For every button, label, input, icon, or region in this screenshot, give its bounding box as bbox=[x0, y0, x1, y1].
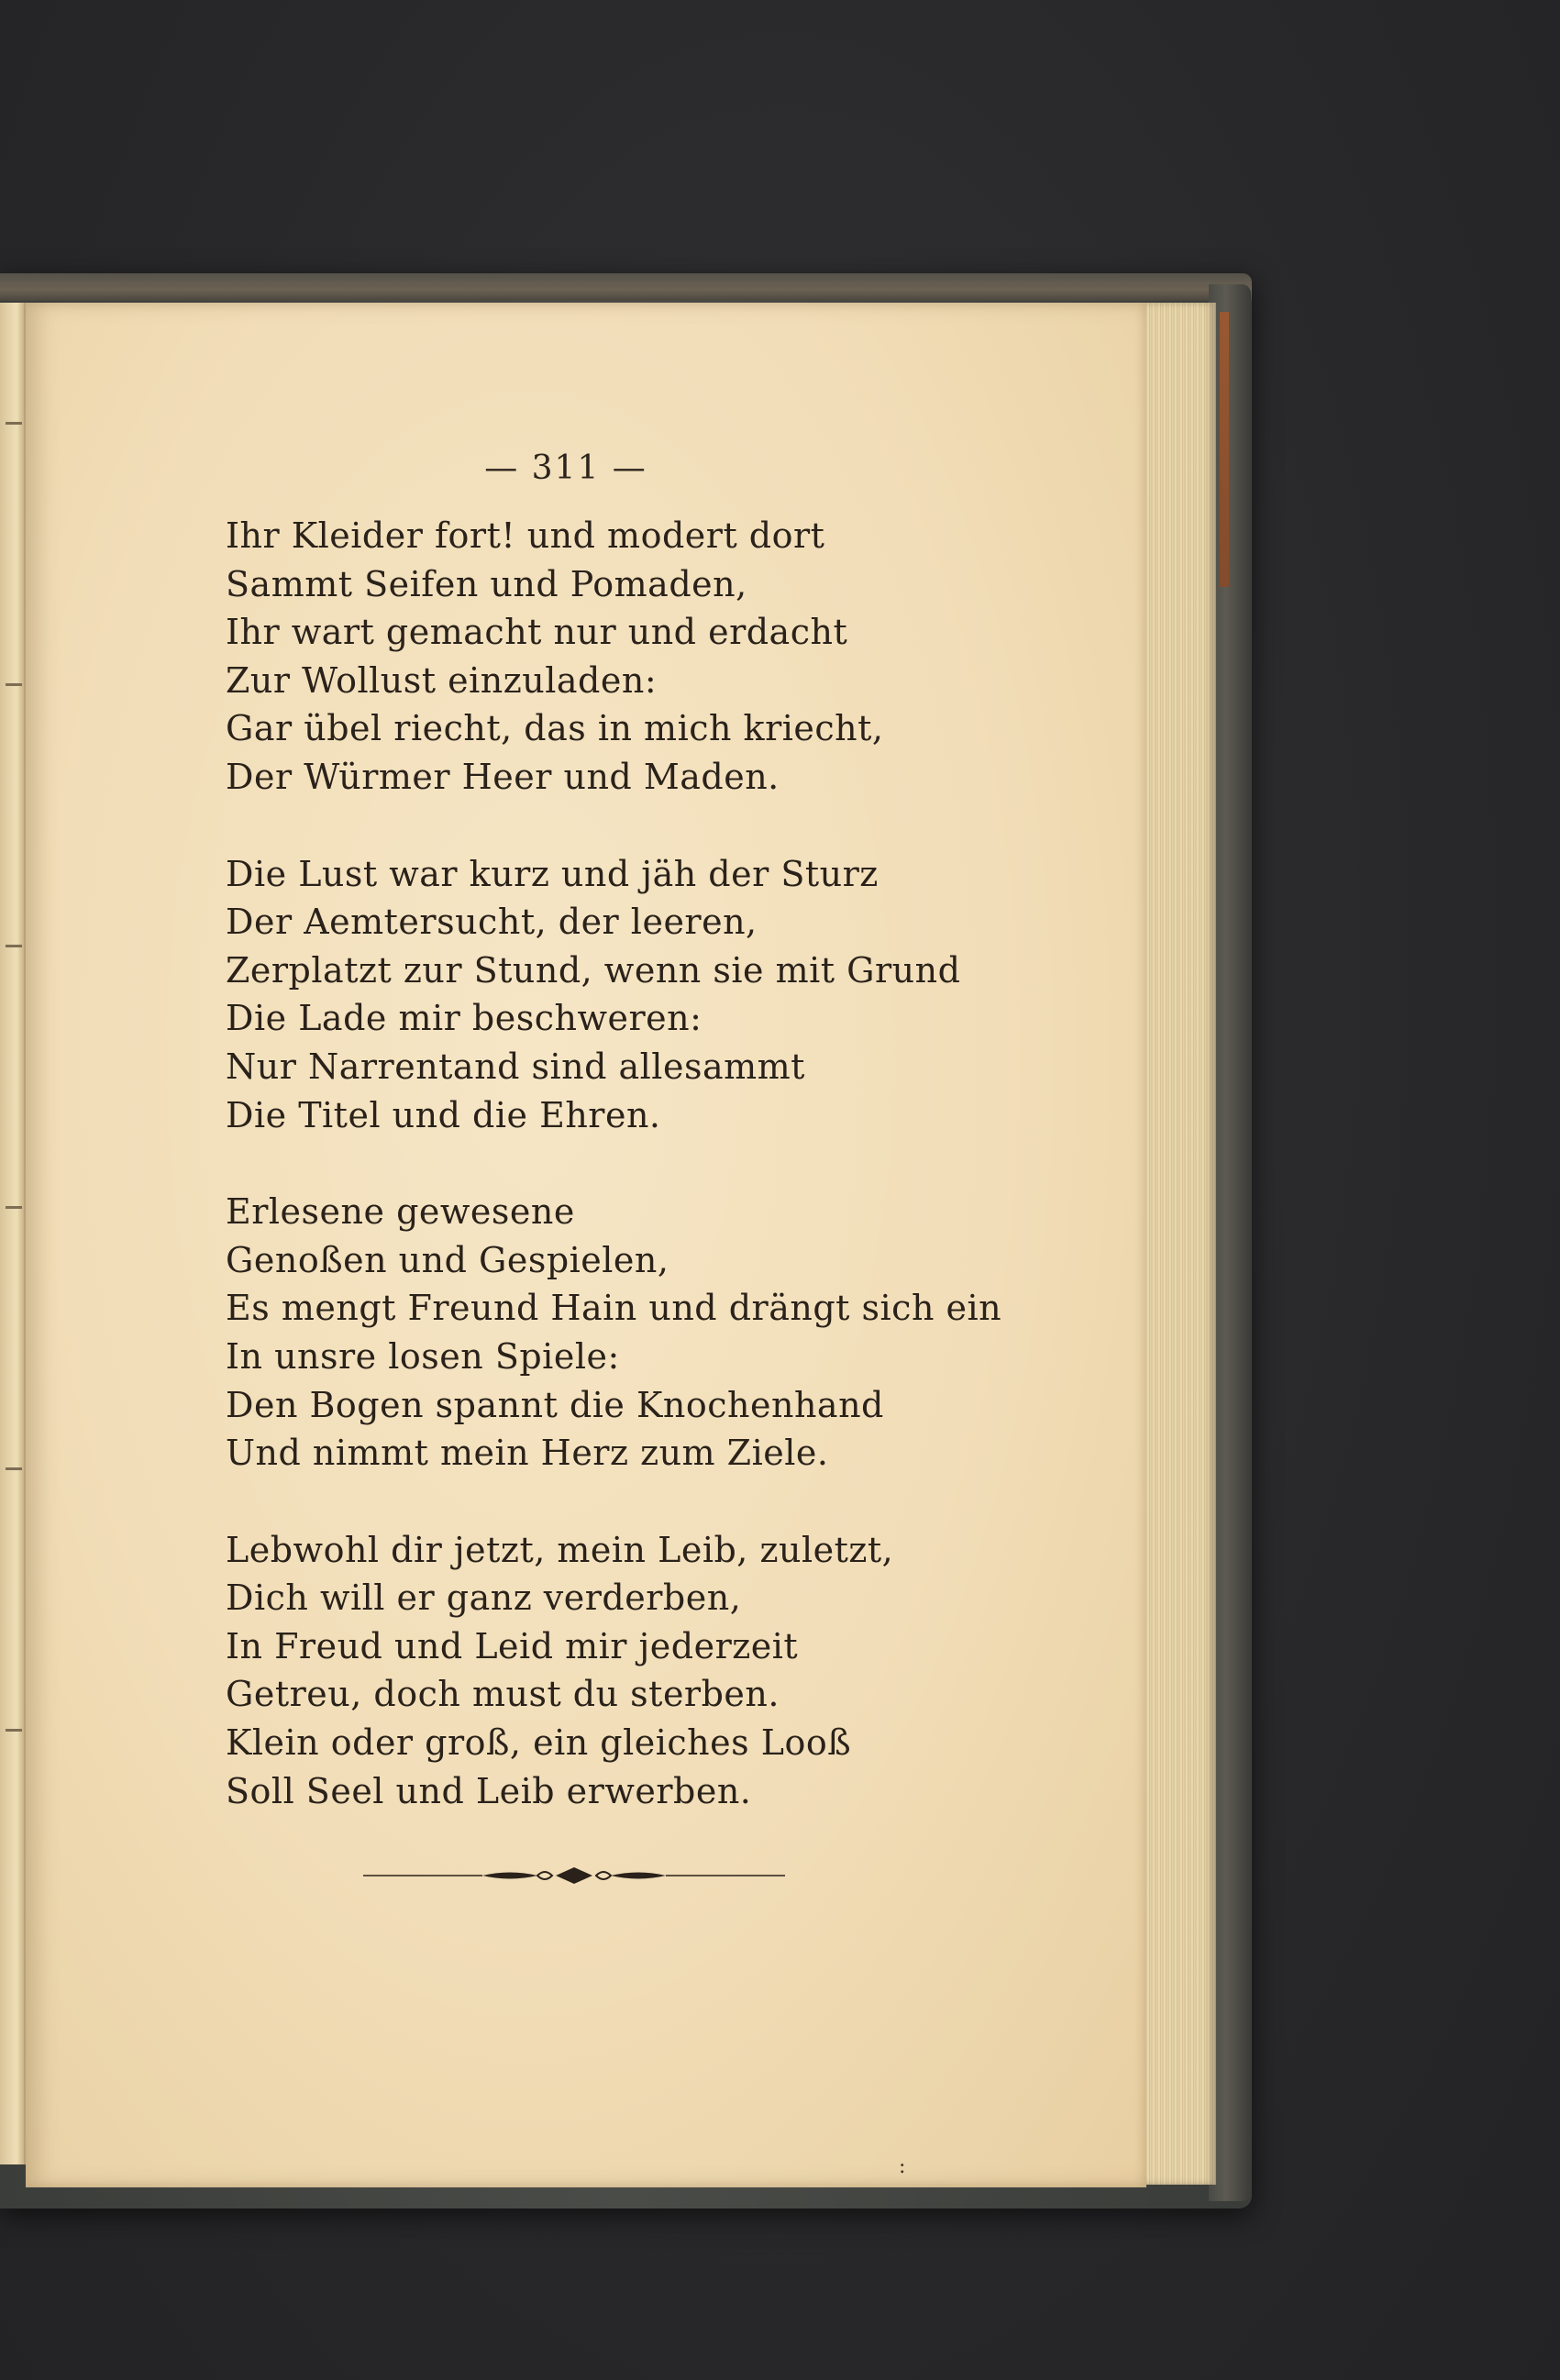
verse-line: Zur Wollust einzuladen: bbox=[226, 659, 658, 701]
stanza-3 bbox=[226, 1188, 1051, 1478]
book-page bbox=[26, 303, 1146, 2187]
binding-thread bbox=[6, 1206, 22, 1209]
verse-line: Klein oder groß, ein gleiches Looß bbox=[226, 1722, 852, 1764]
verse-line: Ihr wart gemacht nur und erdacht bbox=[226, 612, 848, 653]
stanza-1 bbox=[226, 512, 1051, 802]
verse-line: In unsre losen Spiele: bbox=[226, 1335, 620, 1377]
verse-line: Dich will er ganz verderben, bbox=[226, 1577, 742, 1619]
verse-line: Es mengt Freund Hain und drängt sich ein bbox=[226, 1288, 1002, 1329]
verse-line: Gar übel riecht, das in mich kriecht, bbox=[226, 708, 884, 749]
book-cover-top-edge bbox=[0, 273, 1252, 301]
page-number: — 311 — bbox=[484, 449, 647, 487]
verse-line: Der Würmer Heer und Maden. bbox=[226, 756, 780, 797]
binding-thread bbox=[6, 1467, 22, 1470]
facing-page-edge bbox=[0, 303, 26, 2164]
verse-line: Und nimmt mein Herz zum Ziele. bbox=[226, 1433, 829, 1474]
stanza-4 bbox=[226, 1526, 1051, 1816]
verse-line: Zerplatzt zur Stund, wenn sie mit Grund bbox=[226, 949, 961, 991]
verse-line: Nur Narrentand sind allesammt bbox=[226, 1046, 805, 1087]
signature-mark: : bbox=[899, 2155, 906, 2178]
binding-thread bbox=[6, 422, 22, 425]
flourish-divider-icon bbox=[363, 1862, 785, 1889]
binding-thread bbox=[6, 683, 22, 686]
verse-line: Ihr Kleider fort! und modert dort bbox=[226, 515, 825, 556]
stanza-2 bbox=[226, 850, 1051, 1140]
page-edges-stack bbox=[1145, 303, 1216, 2185]
verse-line: Lebwohl dir jetzt, mein Leib, zuletzt, bbox=[226, 1529, 894, 1570]
verse-line: In Freud und Leid mir jederzeit bbox=[226, 1625, 799, 1666]
verse-line: Den Bogen spannt die Knochenhand bbox=[226, 1384, 884, 1425]
verse-line: Die Lade mir beschweren: bbox=[226, 998, 703, 1039]
verse-line: Getreu, doch must du sterben. bbox=[226, 1674, 780, 1715]
cover-wear-mark bbox=[1220, 312, 1229, 587]
verse-line: Der Aemtersucht, der leeren, bbox=[226, 902, 758, 943]
binding-thread bbox=[6, 945, 22, 947]
verse-line: Genoßen und Gespielen, bbox=[226, 1239, 669, 1280]
verse-line: Soll Seel und Leib erwerben. bbox=[226, 1770, 752, 1811]
poem bbox=[226, 512, 1051, 1864]
verse-line: Sammt Seifen und Pomaden, bbox=[226, 563, 747, 604]
verse-line: Die Lust war kurz und jäh der Sturz bbox=[226, 853, 879, 894]
verse-line: Die Titel und die Ehren. bbox=[226, 1094, 661, 1135]
binding-thread bbox=[6, 1729, 22, 1732]
verse-line: Erlesene gewesene bbox=[226, 1191, 575, 1233]
